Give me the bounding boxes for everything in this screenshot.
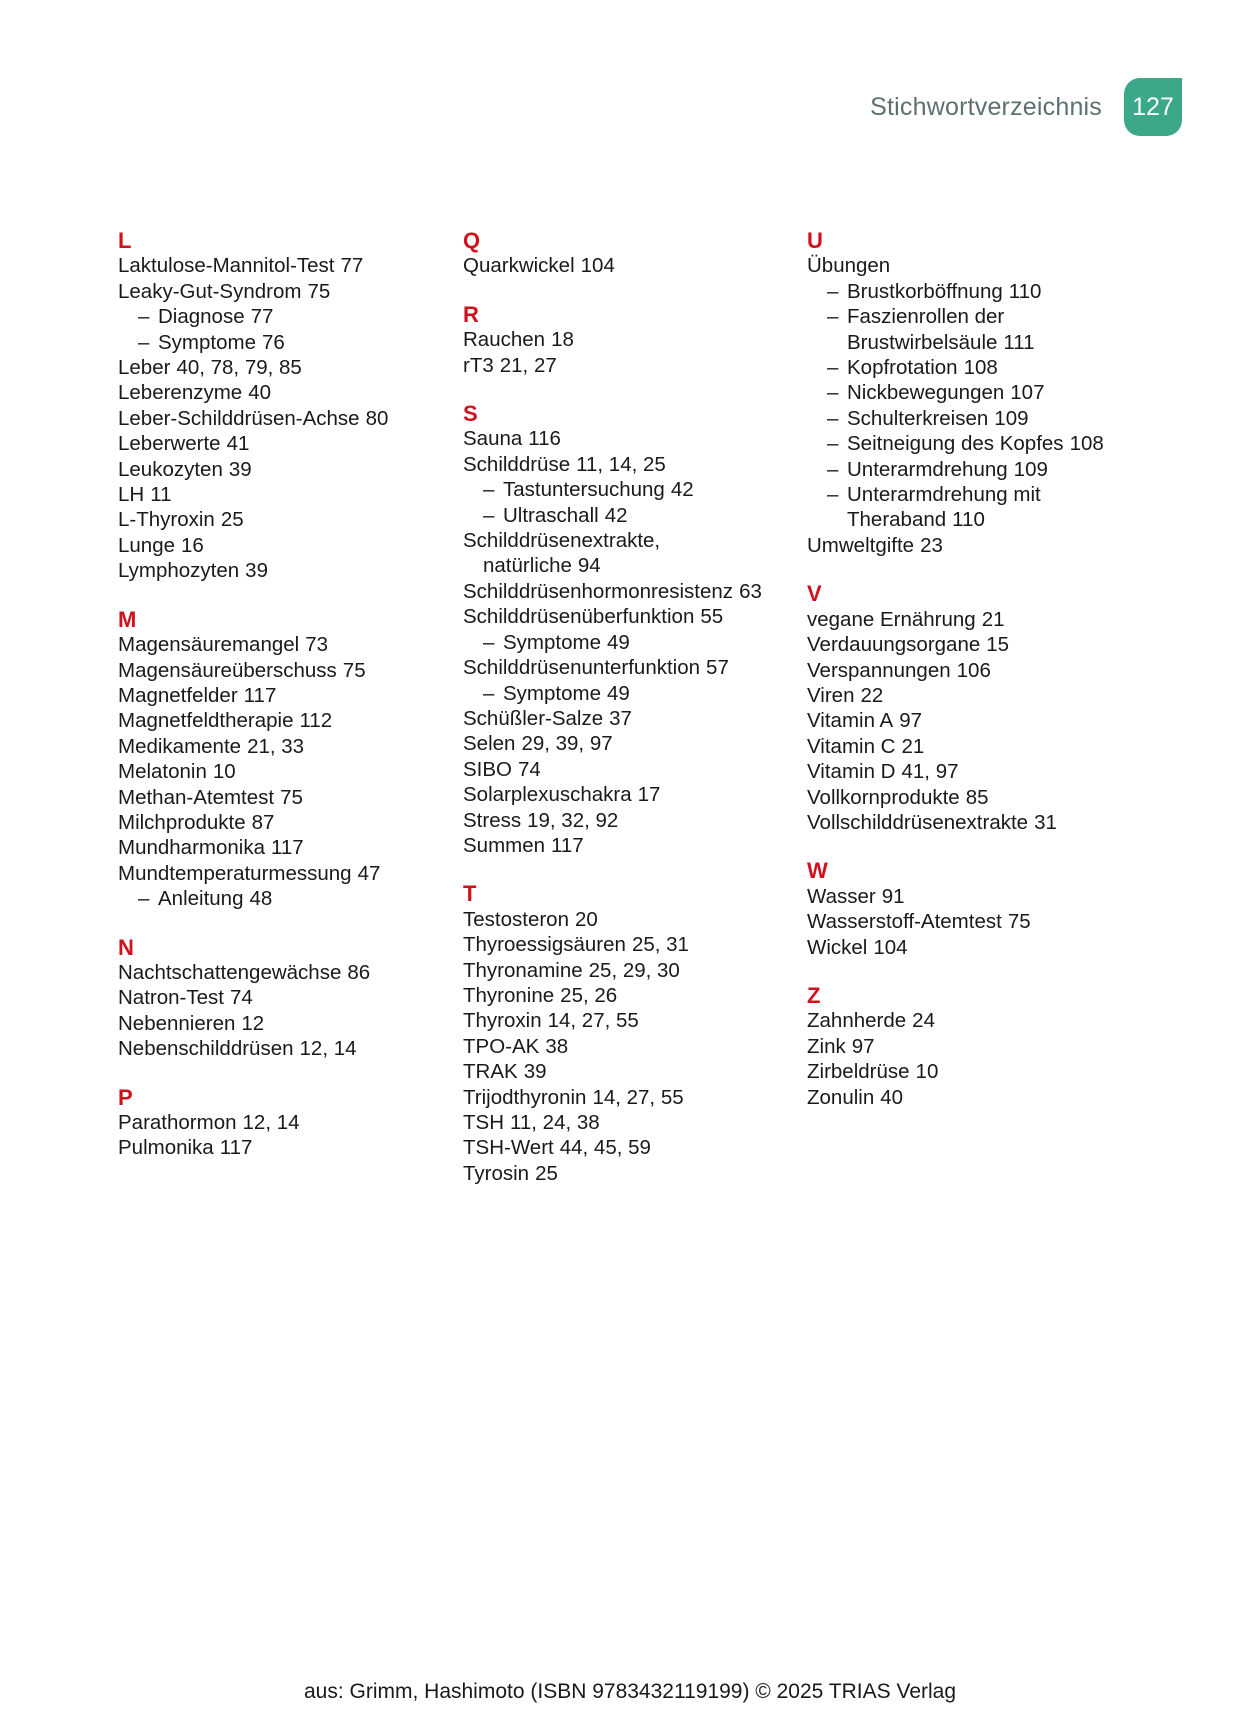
index-section-s: [463, 401, 783, 858]
index-subentry: [463, 630, 783, 655]
entry-term: Nickbewegungen: [847, 381, 1005, 405]
index-column-3: [807, 228, 1127, 1133]
entry-pages: 80: [365, 406, 389, 430]
entry-term: Vitamin C: [807, 734, 896, 758]
entry-term: Schilddrüse: [463, 452, 571, 476]
index-entry: [463, 253, 783, 278]
page-header: [870, 78, 1182, 136]
index-entry: [463, 353, 783, 378]
section-letter: U: [807, 228, 823, 253]
index-entry: [118, 1036, 438, 1061]
entry-pages: 42: [604, 503, 628, 527]
entry-pages: 12, 14: [299, 1037, 357, 1061]
index-entry: [807, 759, 1127, 784]
entry-term: Nebennieren: [118, 1011, 236, 1035]
entry-pages: 39: [523, 1060, 547, 1084]
index-entry: [118, 253, 438, 278]
entry-term: Schilddrüsenunterfunktion: [463, 656, 701, 680]
index-entry: [463, 757, 783, 782]
entry-pages: 38: [545, 1034, 569, 1058]
index-entry: [118, 507, 438, 532]
entry-pages: 25: [535, 1161, 558, 1185]
section-letter: T: [463, 881, 477, 907]
index-entry: [118, 734, 438, 759]
index-entry: [118, 380, 438, 405]
index-entry: [807, 658, 1127, 683]
entry-pages: 12, 14: [242, 1111, 300, 1134]
index-entry: [807, 533, 1127, 558]
index-entry: [463, 426, 783, 451]
entry-term: Thyroessigsäuren: [463, 933, 626, 957]
entry-term: Selen: [463, 732, 516, 756]
entry-pages: 24: [912, 1009, 935, 1033]
index-entry: [807, 708, 1127, 733]
entry-pages: 49: [606, 630, 630, 654]
entry-term: LH: [118, 483, 145, 507]
entry-term: Leber-Schilddrüsen-Achse: [118, 406, 360, 430]
entry-term: Faszienrollen der Brustwirbelsäule: [847, 305, 1005, 354]
index-section-n: [118, 935, 438, 1062]
entry-term: Zirbeldrüse: [807, 1060, 910, 1084]
entry-term: Schulterkreisen: [847, 406, 989, 430]
entry-term: Tastuntersuchung: [503, 478, 665, 502]
entry-term: Stress: [463, 808, 522, 832]
entry-pages: 75: [342, 658, 366, 682]
index-entry: [118, 960, 438, 985]
entry-term: Vollkornprodukte: [807, 785, 960, 809]
index-entry: [118, 457, 438, 482]
index-entry: [463, 1008, 783, 1033]
entry-term: Leukozyten: [118, 457, 223, 481]
index-subentry: [463, 503, 783, 528]
section-letter: W: [807, 858, 828, 884]
entry-term: SIBO: [463, 757, 512, 781]
entry-term: Unterarmdrehung: [847, 457, 1008, 481]
entry-term: Seitneigung des Kopfes: [847, 432, 1064, 456]
index-entry: [118, 431, 438, 456]
entry-term: Vitamin D: [807, 760, 896, 784]
entry-pages: 117: [219, 1136, 253, 1160]
entry-pages: 17: [637, 783, 661, 807]
entry-pages: 97: [851, 1034, 875, 1058]
entry-term: Nebenschilddrüsen: [118, 1037, 294, 1061]
entry-pages: 109: [1013, 457, 1048, 481]
entry-term: Mundtemperaturmessung: [118, 861, 352, 885]
index-entry: [463, 655, 783, 680]
entry-term: Mundharmonika: [118, 836, 265, 860]
entry-pages: 40: [248, 381, 272, 405]
entry-pages: 14, 27, 55: [547, 1009, 639, 1033]
entry-pages: 86: [347, 960, 371, 984]
index-subentry: [118, 304, 438, 329]
entry-pages: 94: [577, 554, 601, 578]
entry-term: TPO-AK: [463, 1034, 540, 1058]
section-letter: V: [807, 581, 822, 607]
entry-pages: 85: [965, 785, 989, 809]
entry-term: Unterarmdrehung mit Theraband: [847, 483, 1041, 532]
entry-term: Leaky-Gut-Syndrom: [118, 279, 302, 303]
index-entry: [807, 884, 1127, 909]
entry-term: Schilddrüsenextrakte, natürliche: [463, 529, 661, 578]
page-number-badge: 127: [1124, 78, 1182, 136]
index-entry: [807, 810, 1127, 835]
entry-term: TSH-Wert: [463, 1136, 554, 1160]
entry-pages: 48: [249, 887, 273, 911]
index-subentry: [807, 431, 1127, 456]
index-entry: [118, 558, 438, 583]
index-entry: [118, 985, 438, 1010]
index-entry: [463, 1059, 783, 1084]
entry-pages: 25, 26: [560, 983, 618, 1007]
entry-pages: 74: [518, 757, 541, 781]
entry-term: Magnetfelder: [118, 683, 238, 707]
entry-pages: 25, 29, 30: [588, 958, 680, 982]
entry-pages: 22: [860, 683, 884, 707]
entry-pages: 39: [228, 457, 252, 481]
entry-pages: 74: [229, 986, 253, 1010]
entry-term: Ultraschall: [503, 503, 599, 527]
index-entry: [463, 327, 783, 352]
index-section-v: [807, 581, 1127, 835]
index-entry: [807, 607, 1127, 632]
entry-pages: 11, 24, 38: [510, 1111, 600, 1134]
entry-term: Vollschilddrüsenextrakte: [807, 810, 1029, 834]
entry-term: Summen: [463, 833, 546, 857]
index-entry: [463, 731, 783, 756]
entry-term: Wickel: [807, 935, 868, 959]
section-letter: M: [118, 606, 137, 632]
entry-pages: 112: [299, 709, 333, 733]
index-subentry: [118, 330, 438, 355]
entry-pages: 108: [1069, 432, 1104, 456]
entry-term: Solarplexuschakra: [463, 783, 632, 807]
entry-term: Leberwerte: [118, 432, 221, 456]
entry-term: Übungen: [807, 254, 891, 278]
index-entry: [463, 1085, 783, 1110]
index-entry: [463, 782, 783, 807]
index-entry: [463, 1135, 783, 1160]
entry-pages: 39: [245, 559, 268, 583]
entry-pages: 117: [243, 683, 277, 707]
entry-term: Zonulin: [807, 1085, 875, 1109]
entry-pages: 31: [1034, 810, 1057, 834]
entry-pages: 40, 78, 79, 85: [176, 356, 302, 380]
entry-term: Leber: [118, 356, 171, 380]
index-section-p: [118, 1085, 438, 1161]
entry-pages: 57: [706, 656, 729, 680]
entry-pages: 110: [952, 508, 985, 532]
entry-pages: 47: [357, 861, 381, 885]
index-subentry: [807, 406, 1127, 431]
entry-term: Thyronamine: [463, 958, 583, 982]
entry-term: Symptome: [503, 630, 601, 654]
index-entry: [118, 406, 438, 431]
entry-pages: 21: [981, 607, 1005, 631]
entry-pages: 116: [528, 427, 561, 451]
index-entry: [118, 279, 438, 304]
entry-pages: 91: [881, 884, 905, 908]
index-section-w: [807, 858, 1127, 960]
entry-term: Leberenzyme: [118, 381, 243, 405]
section-letter: L: [118, 228, 132, 253]
entry-term: Testosteron: [463, 907, 569, 931]
section-letter: P: [118, 1084, 133, 1110]
entry-pages: 111: [1003, 330, 1035, 354]
entry-term: Laktulose-Mannitol-Test: [118, 254, 335, 278]
entry-pages: 73: [305, 633, 329, 657]
index-entry: [118, 632, 438, 657]
index-entry: [807, 632, 1127, 657]
entry-pages: 117: [551, 833, 584, 857]
entry-pages: 11: [150, 483, 172, 507]
index-section-m: [118, 607, 438, 912]
entry-term: Verspannungen: [807, 658, 951, 682]
entry-pages: 15: [986, 633, 1010, 657]
index-section-u: [807, 228, 1127, 558]
entry-term: Trijodthyronin: [463, 1085, 587, 1109]
index-entry: [118, 1011, 438, 1036]
entry-pages: 21: [901, 734, 925, 758]
entry-term: TRAK: [463, 1060, 518, 1084]
index-entry: [118, 683, 438, 708]
index-entry: [807, 1008, 1127, 1033]
section-letter: Q: [463, 228, 481, 253]
index-entry: [118, 810, 438, 835]
index-subentry: [807, 279, 1127, 304]
section-letter: S: [463, 401, 478, 427]
entry-term: Melatonin: [118, 760, 207, 784]
index-entry: [118, 1135, 438, 1160]
entry-term: Verdauungsorgane: [807, 633, 981, 657]
index-entry: [118, 835, 438, 860]
entry-pages: 117: [271, 836, 304, 860]
running-title: Stichwortverzeichnis: [870, 92, 1102, 121]
entry-pages: 18: [551, 328, 574, 352]
entry-pages: 12: [241, 1011, 265, 1035]
entry-pages: 37: [609, 706, 632, 730]
index-section-q: [463, 228, 783, 279]
entry-term: Schilddrüsenhormonresistenz: [463, 579, 734, 603]
entry-pages: 97: [899, 709, 923, 733]
index-section-r: [463, 302, 783, 378]
entry-term: Magensäuremangel: [118, 633, 300, 657]
entry-pages: 77: [340, 254, 364, 278]
entry-term: Thyroxin: [463, 1009, 542, 1033]
entry-term: Parathormon: [118, 1111, 237, 1134]
index-subentry: [807, 304, 1127, 355]
index-entry: [807, 683, 1127, 708]
entry-term: Schilddrüsenüberfunktion: [463, 605, 695, 629]
entry-pages: 14, 27, 55: [592, 1085, 684, 1109]
entry-term: Tyrosin: [463, 1161, 530, 1185]
entry-term: Natron-Test: [118, 986, 224, 1010]
index-entry: [807, 1085, 1127, 1110]
index-entry: [118, 658, 438, 683]
entry-pages: 104: [873, 935, 908, 959]
entry-pages: 41, 97: [901, 760, 959, 784]
index-entry: [463, 808, 783, 833]
entry-term: Pulmonika: [118, 1136, 214, 1160]
entry-term: rT3: [463, 353, 494, 377]
index-entry: [463, 579, 783, 604]
index-entry: [807, 253, 1127, 278]
entry-pages: 20: [574, 907, 598, 931]
index-entry: [807, 1059, 1127, 1084]
entry-term: L-Thyroxin: [118, 508, 215, 532]
entry-pages: 40: [880, 1085, 904, 1109]
entry-pages: 10: [915, 1060, 939, 1084]
index-entry: [807, 785, 1127, 810]
entry-pages: 87: [251, 810, 275, 834]
index-entry: [463, 932, 783, 957]
entry-pages: 75: [280, 785, 303, 809]
entry-pages: 110: [1008, 279, 1042, 303]
index-entry: [118, 759, 438, 784]
index-entry: [463, 706, 783, 731]
entry-pages: 104: [580, 254, 615, 278]
entry-term: Kopfrotation: [847, 356, 958, 380]
index-entry: [807, 734, 1127, 759]
section-letter: N: [118, 934, 134, 960]
index-entry: [807, 909, 1127, 934]
index-entry: [118, 861, 438, 886]
entry-term: Sauna: [463, 427, 523, 451]
entry-pages: 41: [226, 432, 250, 456]
entry-term: Wasserstoff-Atemtest: [807, 910, 1002, 934]
index-section-t: [463, 881, 783, 1186]
index-entry: [463, 958, 783, 983]
entry-pages: 42: [670, 478, 694, 502]
entry-pages: 63: [739, 579, 762, 603]
index-entry: [118, 482, 438, 507]
entry-term: Symptome: [158, 330, 256, 354]
index-entry: [118, 1110, 438, 1135]
entry-term: Anleitung: [158, 887, 244, 911]
entry-pages: 109: [994, 406, 1029, 430]
index-subentry: [463, 681, 783, 706]
entry-term: Quarkwickel: [463, 254, 575, 278]
entry-term: Viren: [807, 683, 855, 707]
entry-pages: 75: [307, 279, 331, 303]
entry-pages: 77: [250, 305, 274, 329]
index-subentry: [463, 477, 783, 502]
entry-pages: 107: [1010, 381, 1045, 405]
entry-term: Symptome: [503, 681, 601, 705]
index-entry: [118, 708, 438, 733]
entry-pages: 10: [212, 760, 236, 784]
index-entry: [463, 528, 783, 579]
entry-pages: 21, 27: [499, 353, 557, 377]
section-letter: R: [463, 301, 479, 327]
index-entry: [807, 1034, 1127, 1059]
index-entry: [118, 355, 438, 380]
index-entry: [463, 833, 783, 858]
entry-term: Diagnose: [158, 305, 245, 329]
entry-term: Zahnherde: [807, 1009, 907, 1033]
index-entry: [807, 935, 1127, 960]
entry-term: Schüßler-Salze: [463, 706, 604, 730]
entry-term: Milchprodukte: [118, 810, 246, 834]
entry-term: Medikamente: [118, 734, 242, 758]
entry-pages: 16: [181, 533, 204, 557]
section-letter: Z: [807, 982, 821, 1008]
index-entry: [463, 1110, 783, 1135]
index-entry: [463, 1034, 783, 1059]
index-subentry: [807, 380, 1127, 405]
entry-pages: 21, 33: [247, 734, 305, 758]
index-entry: [463, 452, 783, 477]
entry-term: vegane Ernährung: [807, 607, 976, 631]
entry-pages: 29, 39, 97: [521, 732, 613, 756]
index-entry: [463, 907, 783, 932]
index-column-2: [463, 228, 783, 1209]
entry-pages: 25, 31: [631, 933, 689, 957]
entry-term: Lunge: [118, 533, 176, 557]
entry-term: Wasser: [807, 884, 876, 908]
entry-pages: 44, 45, 59: [559, 1136, 651, 1160]
index-subentry: [807, 457, 1127, 482]
copyright-footer: aus: Grimm, Hashimoto (ISBN 9783432119199) © 2025 TRIAS Verlag: [303, 1680, 957, 1703]
index-subentry: [807, 355, 1127, 380]
entry-pages: 49: [606, 681, 630, 705]
entry-term: Methan-Atemtest: [118, 785, 275, 809]
entry-pages: 106: [956, 658, 991, 682]
index-entry: [118, 533, 438, 558]
index-entry: [463, 604, 783, 629]
index-subentry: [807, 482, 1127, 533]
entry-term: Lymphozyten: [118, 559, 240, 583]
index-column-1: [118, 228, 438, 1184]
entry-pages: 23: [920, 533, 943, 557]
entry-term: Zink: [807, 1034, 846, 1058]
entry-term: Magnetfeldtherapie: [118, 709, 294, 733]
entry-pages: 75: [1007, 910, 1031, 934]
entry-pages: 55: [700, 605, 724, 629]
index-entry: [118, 785, 438, 810]
entry-term: Brustkorböffnung: [847, 279, 1003, 303]
index-section-l: [118, 228, 438, 584]
index-entry: [463, 1161, 783, 1186]
index-entry: [463, 983, 783, 1008]
entry-pages: 108: [963, 356, 998, 380]
entry-term: TSH: [463, 1111, 504, 1134]
index-subentry: [118, 886, 438, 911]
entry-pages: 76: [261, 330, 285, 354]
entry-pages: 19, 32, 92: [527, 808, 619, 832]
entry-pages: 25: [220, 508, 244, 532]
entry-term: Rauchen: [463, 328, 546, 352]
entry-term: Nachtschattengewächse: [118, 960, 342, 984]
index-section-z: [807, 983, 1127, 1110]
entry-term: Magensäureüberschuss: [118, 658, 337, 682]
entry-pages: 11, 14, 25: [576, 452, 666, 476]
entry-term: Umweltgifte: [807, 533, 915, 557]
entry-term: Thyronine: [463, 983, 555, 1007]
entry-term: Vitamin A: [807, 709, 894, 733]
